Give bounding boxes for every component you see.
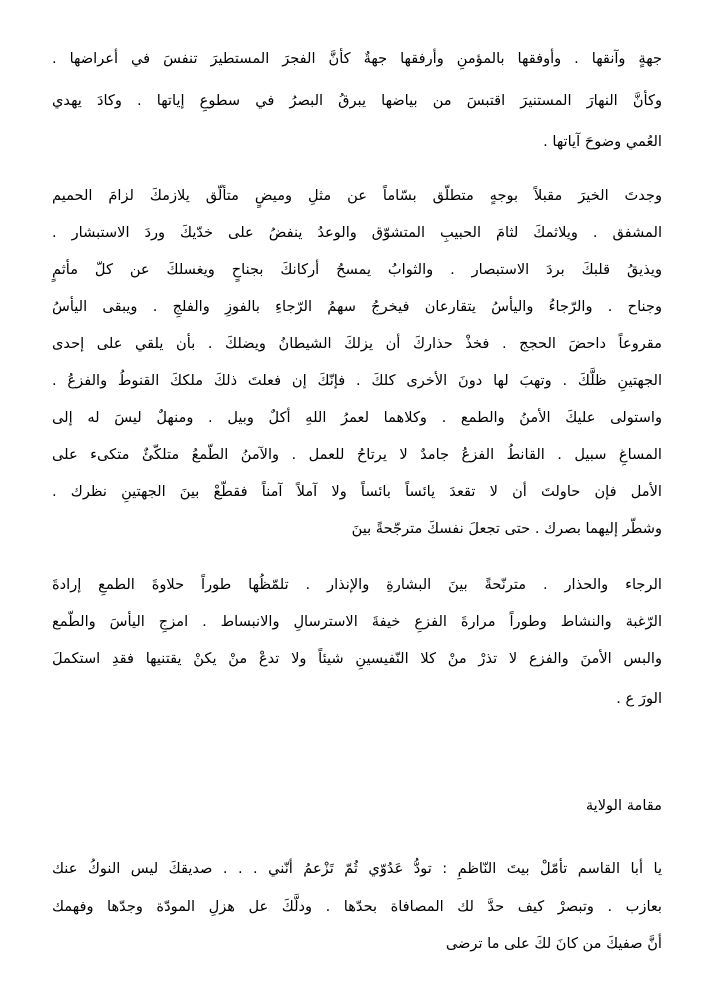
- text-line: والبس الأمنَ والفزع لا تذرْ منْ كلا النّفيسينِ شيئاً ولا تدعْ منْ يكنْ يقتنيها فقدِ استكملَ: [52, 650, 662, 667]
- text-line: وجناح . والرّجاءُ واليأسُ يتقارعان فيخرجُ سهمُ الرّجاءِ بالفوزِ والفلجِ . ويبقى اليأسُ: [52, 298, 662, 315]
- text-line: وجدتَ الخيرَ مقبلاً بوجهٍ متطلّق بسّاماً عن مثلِ وميضٍ متألّق يلازمكَ لزامَ الحميم: [52, 187, 662, 204]
- text-line: ويذيقُ قلبكَ بردَ الاستبصار . والثوابُ يمسحُ أركانكَ بجناحٍ ويغسلكَ عن كلّ مأثمٍ: [52, 261, 662, 278]
- text-line: المشفق . ويلاثمكَ لثامَ الحبيبِ المتشوّق والوعدُ ينفضُ على خدّيكَ وردَ الاستبشار .: [52, 224, 662, 241]
- text-line: العُمي وضوحَ آياتها .: [543, 133, 662, 150]
- text-line: الورَ ع .: [616, 690, 662, 707]
- text-line: جهةٍ وآنقها . وأوفقها بالمؤمنِ وأرفقها جهةٌ كأنَّ الفجرَ المستطيرَ تنفسَ في أعراضها .: [52, 50, 662, 67]
- text-line: مقروعاً داحضَ الحجج . فخذْ حذاركَ أن يزلكَ الشيطانُ ويضلكَ . بأن يلقي على إحدى: [52, 335, 662, 352]
- text-line: واستولى عليكَ الأمنُ والطمع . وكلاهما لعمرُ اللهِ أكلٌ وبيل . ومنهلٌ ليسَ له إلى: [52, 409, 662, 426]
- text-line: الأمل فإن حاولتَ أن لا تقعدَ يائساً بائساً ولا آملاً آمناً فقطّعْ بينَ الجهتينِ نظرك .: [52, 483, 662, 500]
- text-line: يا أبا القاسم تأمّلْ بيتَ النّاظمِ : تودُّ عَدُوّي ثُمّ تَزْعمُ أنّني . . . صديقكَ ليس النوكُ عنك: [52, 860, 662, 877]
- text-line: أنَّ صفيكَ من كانَ لكَ على ما ترضى: [445, 935, 662, 952]
- text-line: المساغِ سبيل . القانطُ الفزعُ جامدٌ لا يرتاحُ للعمل . والآمنُ الطّمعُ متلكّئٌ متكىء على: [52, 446, 662, 463]
- text-line: الجهتينِ ظلَّكَ . وتهبَ لها دونَ الأخرى كلكَ . فإنّكَ إن فعلتَ ذلكَ ملككَ القنوطُ والفزعُ .: [52, 372, 662, 389]
- text-line: بعازب . وتبصرْ كيف حدَّ لك المصافاة بحدّها . ودلَّكَ عل هزلِ المودّة وجدّها وفهمك: [52, 898, 662, 915]
- text-line: الرّغبة والنشاط وطوراً مرارةَ الفزعِ خيفةَ الاسترسالِ والانبساط . امزجِ اليأسَ والطّمع: [52, 613, 662, 630]
- section-heading: مقامة الولاية: [585, 797, 662, 814]
- text-line: وشطّر إليهما بصرك . حتى تجعلَ نفسكَ مترجّحةً بينَ: [351, 520, 662, 537]
- text-line: وكأنَّ النهارَ المستنيرَ اقتبسَ من بياضها يبرقُ البصرُ في سطوعِ إياتها . وكادَ يهدي: [52, 92, 662, 109]
- text-line: الرجاء والحذار . مترنّحةً بينَ البشارةِ والإنذار . تلمّظُها طوراً حلاوةَ الطمعِ إرادةَ: [52, 576, 662, 593]
